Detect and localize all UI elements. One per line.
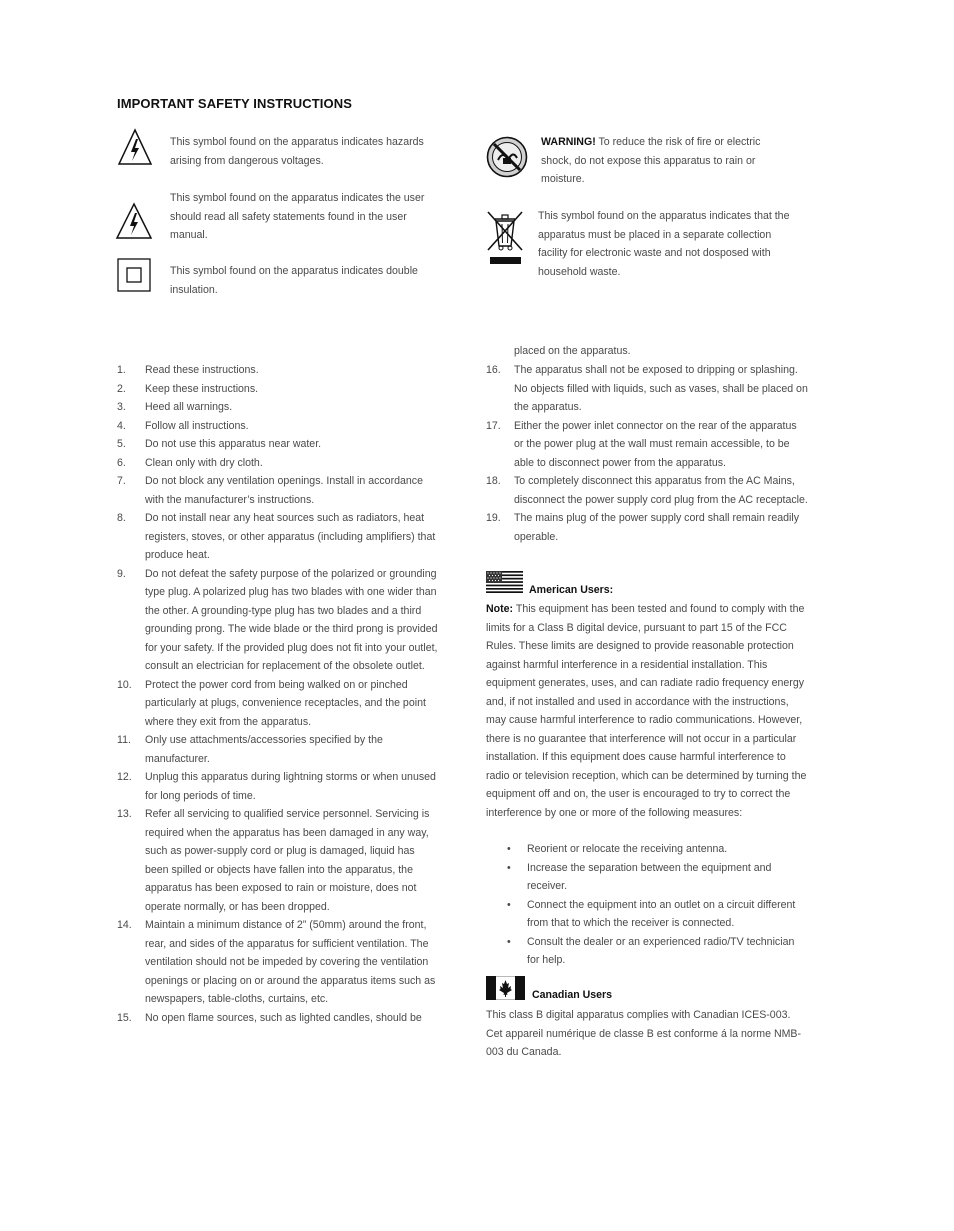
list-item: 2. Keep these instructions. (117, 382, 259, 395)
us-flag-icon (486, 571, 523, 593)
canadian-users-heading: Canadian Users (532, 989, 613, 1001)
list-item: 15. No open flame sources, such as lighted candles, should be (117, 1011, 422, 1024)
double-insulation-icon (117, 258, 151, 292)
list-item: • Increase the separation between the equipment and receiver. (507, 861, 772, 892)
read-manual-text: This symbol found on the apparatus indicates the user should read all safety statements found in the user manual. (170, 192, 425, 241)
list-item: 11. Only use attachments/accessories specified by the manufacturer. (117, 734, 383, 765)
instructions-list-left (117, 361, 440, 1027)
no-rain-icon (486, 136, 528, 178)
list-item: 9. Do not defeat the safety purpose of the polarized or grounding type plug. A polarized plug has two blades with one wider than the other. A grounding-type plug has two blades and a third grounding prong. The wide blade or the third prong is provided for your safety. If the provided plug does not fit into your outlet, consult an electrician for replacement of the obsolete outlet. (117, 567, 438, 672)
instructions-list-right (486, 361, 809, 546)
weee-bin-icon (486, 210, 524, 266)
list-item: 13. Refer all servicing to qualified service personnel. Servicing is required when the apparatus has been damaged in any way, such as power-supply cord or plug is damaged, liquid has been spilled or objects have fallen into the apparatus, the apparatus has been exposed to rain or moisture, does not operate normally, or has been dropped. (117, 808, 430, 913)
fcc-measures-list (486, 840, 809, 970)
lightning-manual-icon (115, 202, 153, 240)
list-item: • Consult the dealer or an experienced radio/TV technician for help. (507, 935, 795, 966)
list-item: 7. Do not block any ventilation openings. Install in accordance with the manufacturer’s instructions. (117, 475, 423, 506)
list-item: 12. Unplug this apparatus during lightning storms or when unused for long periods of time. (117, 771, 436, 802)
canada-flag-icon (486, 976, 525, 1000)
hazard-voltage-text: This symbol found on the apparatus indicates hazards arising from dangerous voltages. (170, 136, 424, 167)
american-users-heading: American Users: (529, 584, 614, 596)
fcc-note (486, 600, 809, 822)
list-item: 10. Protect the power cord from being walked on or pinched particularly at plugs, convenience receptacles, and the point where they exit from the apparatus. (117, 678, 426, 728)
warning-label: WARNING! (541, 136, 596, 148)
list-item: • Reorient or relocate the receiving antenna. (507, 843, 728, 855)
list-item: • Connect the equipment into an outlet on a circuit different from that to which the receiver is connected. (507, 898, 796, 929)
canadian-text: This class B digital apparatus complies with Canadian ICES-003. Cet appareil numérique de classe B est conforme á la norme NMB-003 du Canada. (486, 1009, 802, 1058)
list-item: 1. Read these instructions. (117, 364, 259, 376)
list-item: 19. The mains plug of the power supply cord shall remain readily operable. (486, 512, 799, 543)
weee-text: This symbol found on the apparatus indicates that the apparatus must be placed in a separate collection facility for electronic waste and not dosposed with household waste. (538, 210, 790, 278)
instruction-15-continued: placed on the apparatus. (514, 345, 631, 357)
page-title: IMPORTANT SAFETY INSTRUCTIONS (117, 96, 352, 111)
warning-text: To reduce the risk of fire or electric shock, do not expose this apparatus to rain or moisture. (541, 136, 761, 185)
lightning-warning-icon (117, 128, 153, 166)
list-item: 6. Clean only with dry cloth. (117, 456, 263, 469)
warning-paragraph (541, 133, 786, 189)
note-label: Note: (486, 603, 514, 615)
list-item: 4. Follow all instructions. (117, 419, 249, 432)
list-item: 16. The apparatus shall not be exposed to dripping or splashing. No objects filled with liquids, such as vases, shall be placed on the apparatus. (486, 364, 808, 413)
list-item: 5. Do not use this apparatus near water. (117, 438, 322, 450)
list-item: 18. To completely disconnect this apparatus from the AC Mains, disconnect the power supply cord plug from the AC receptacle. (486, 475, 808, 506)
list-item: 3. Heed all warnings. (117, 401, 233, 413)
note-text: This equipment has been tested and found to comply with the limits for a Class B digital device, pursuant to part 15 of the FCC Rules. These limits are designed to provide reasonable protection against harmful interference in a residential installation. This equipment generates, uses, and can radiate radio frequency energy and, if not installed and used in accordance with the instructions, may cause harmful interference to radio communications. However, there is no guarantee that interference will not occur in a particular installation. If this equipment does cause harmful interference to radio or television reception, which can be determined by turning the equipment off and on, the user is encouraged to try to correct the interference by one or more of the following measures: (486, 603, 807, 819)
list-item: 14. Maintain a minimum distance of 2” (50mm) around the front, rear, and sides of the apparatus for sufficient ventilation. The ventilation should not be impeded by covering the ventilation openings or placing on or around the apparatus items such as newspapers, table-cloths, curtains, etc. (117, 919, 436, 1005)
double-insulation-text: This symbol found on the apparatus indicates double insulation. (170, 265, 418, 296)
list-item: 17. Either the power inlet connector on the rear of the apparatus or the power plug at the wall must remain accessible, to be able to disconnect power from the apparatus. (486, 419, 797, 469)
list-item: 8. Do not install near any heat sources such as radiators, heat registers, stoves, or other apparatus (including amplifiers) that produce heat. (117, 512, 436, 561)
